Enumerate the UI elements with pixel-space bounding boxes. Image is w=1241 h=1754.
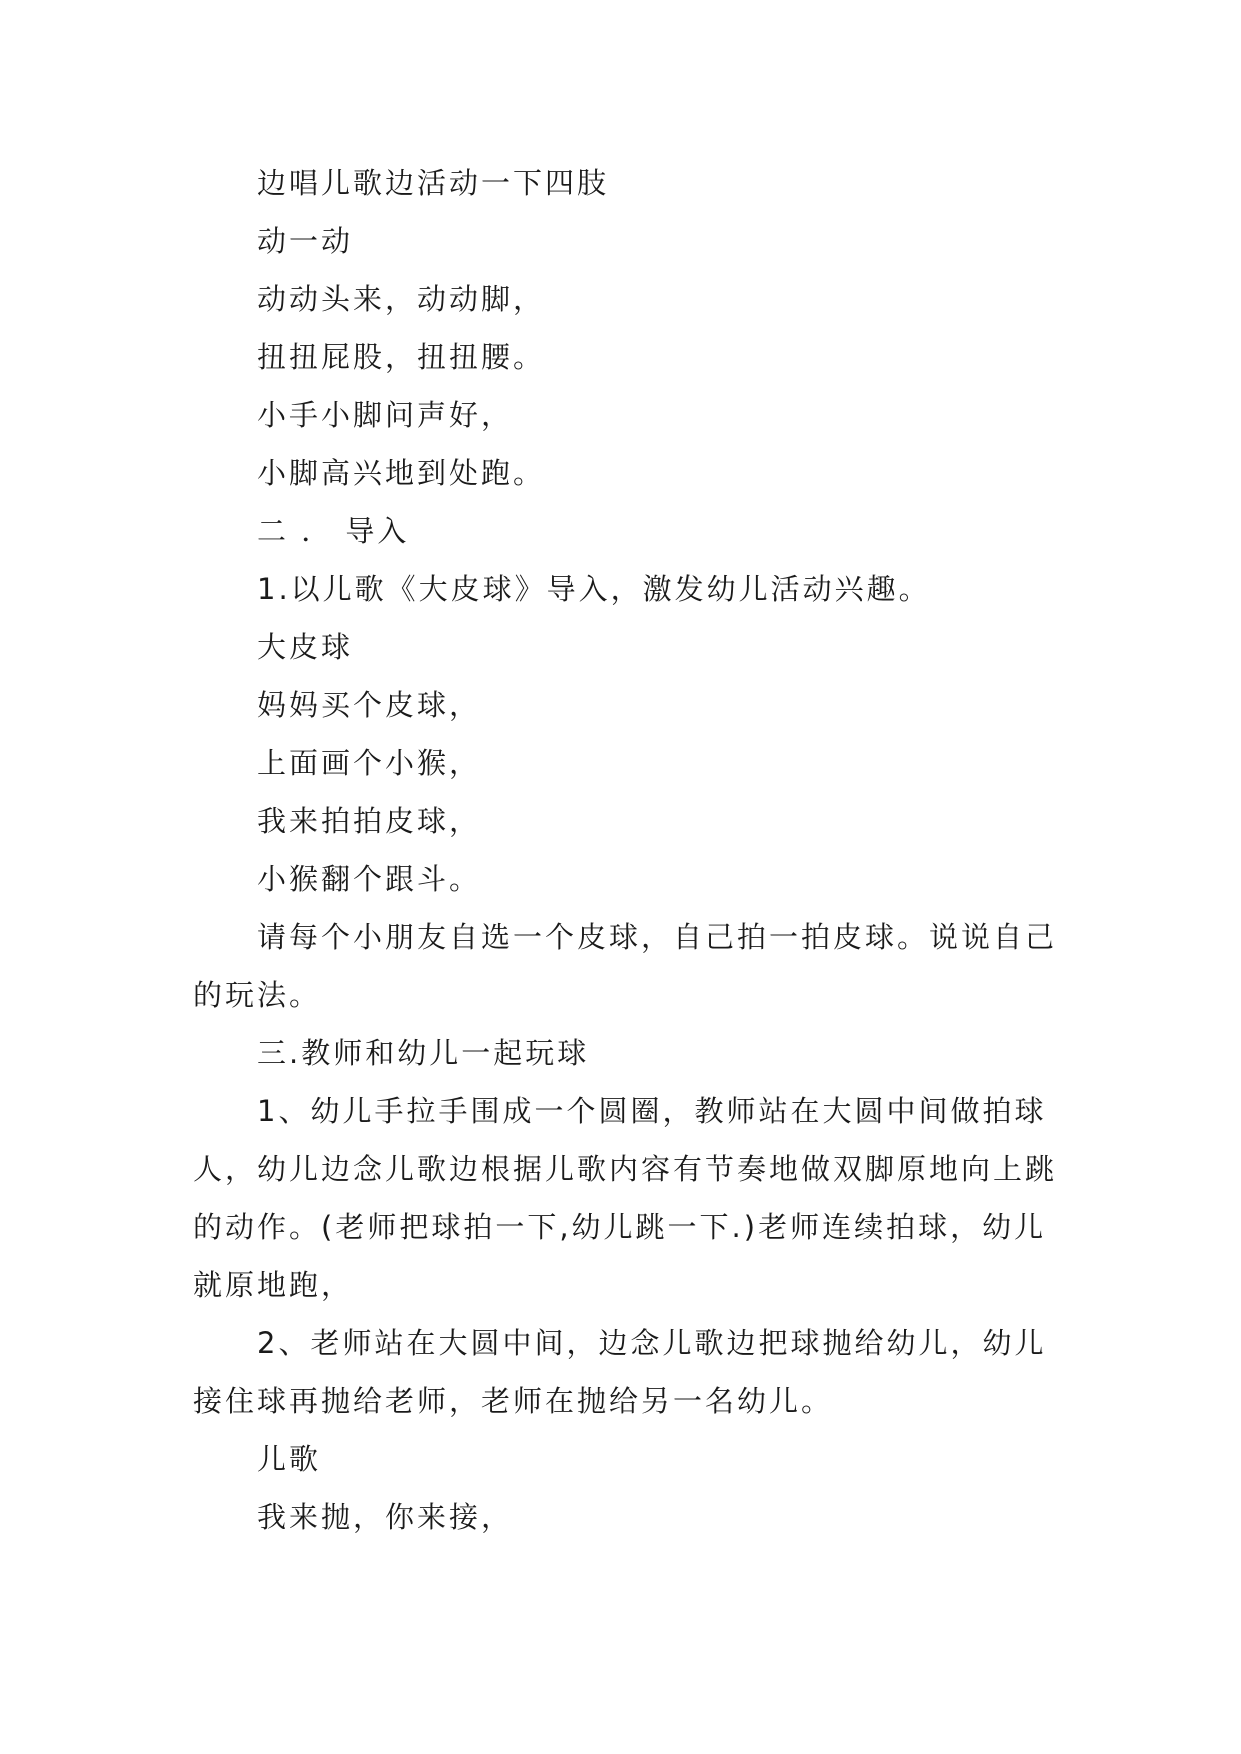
paragraph-activity-2: 2、老师站在大圆中间，边念儿歌边把球抛给幼儿，幼儿接住球再抛给老师，老师在抛给另一名幼儿。 — [193, 1326, 1047, 1418]
rhyme-line: 我来拍拍皮球， — [257, 804, 482, 838]
document-body — [193, 154, 1063, 1546]
rhyme-line: 上面画个小猴， — [257, 746, 482, 780]
paragraph-activity-1: 1、幼儿手拉手围成一个圆圈，教师站在大圆中间做拍球人，幼儿边念儿歌边根据儿歌内容有节奏地做双脚原地向上跳的动作。(老师把球拍一下,幼儿跳一下.)老师连续拍球，幼儿就原地跑， — [193, 1094, 1058, 1302]
rhyme-line: 小手小脚问声好， — [257, 398, 514, 432]
rhyme-title-dapiqiu: 大皮球 — [257, 630, 354, 664]
rhyme-title-erge: 儿歌 — [257, 1442, 322, 1476]
rhyme-line: 小脚高兴地到处跑。 — [257, 456, 546, 490]
section-heading-play-together: 三.教师和幼儿一起玩球 — [257, 1036, 590, 1070]
rhyme-line: 妈妈买个皮球， — [257, 688, 482, 722]
rhyme-title-dongyidong: 动一动 — [257, 224, 354, 258]
paragraph-intro-step: 1.以儿歌《大皮球》导入，激发幼儿活动兴趣。 — [257, 572, 931, 606]
rhyme-line: 我来抛，你来接， — [257, 1500, 514, 1534]
rhyme-line: 扭扭屁股，扭扭腰。 — [257, 340, 546, 374]
section-heading-intro: 二 ． 导入 — [257, 514, 410, 548]
rhyme-line: 小猴翻个跟斗。 — [257, 862, 482, 896]
rhyme-line: 动动头来，动动脚， — [257, 282, 546, 316]
paragraph-free-play: 请每个小朋友自选一个皮球，自己拍一拍皮球。说说自己的玩法。 — [193, 920, 1058, 1012]
paragraph-warmup-instruction: 边唱儿歌边活动一下四肢 — [257, 166, 610, 200]
